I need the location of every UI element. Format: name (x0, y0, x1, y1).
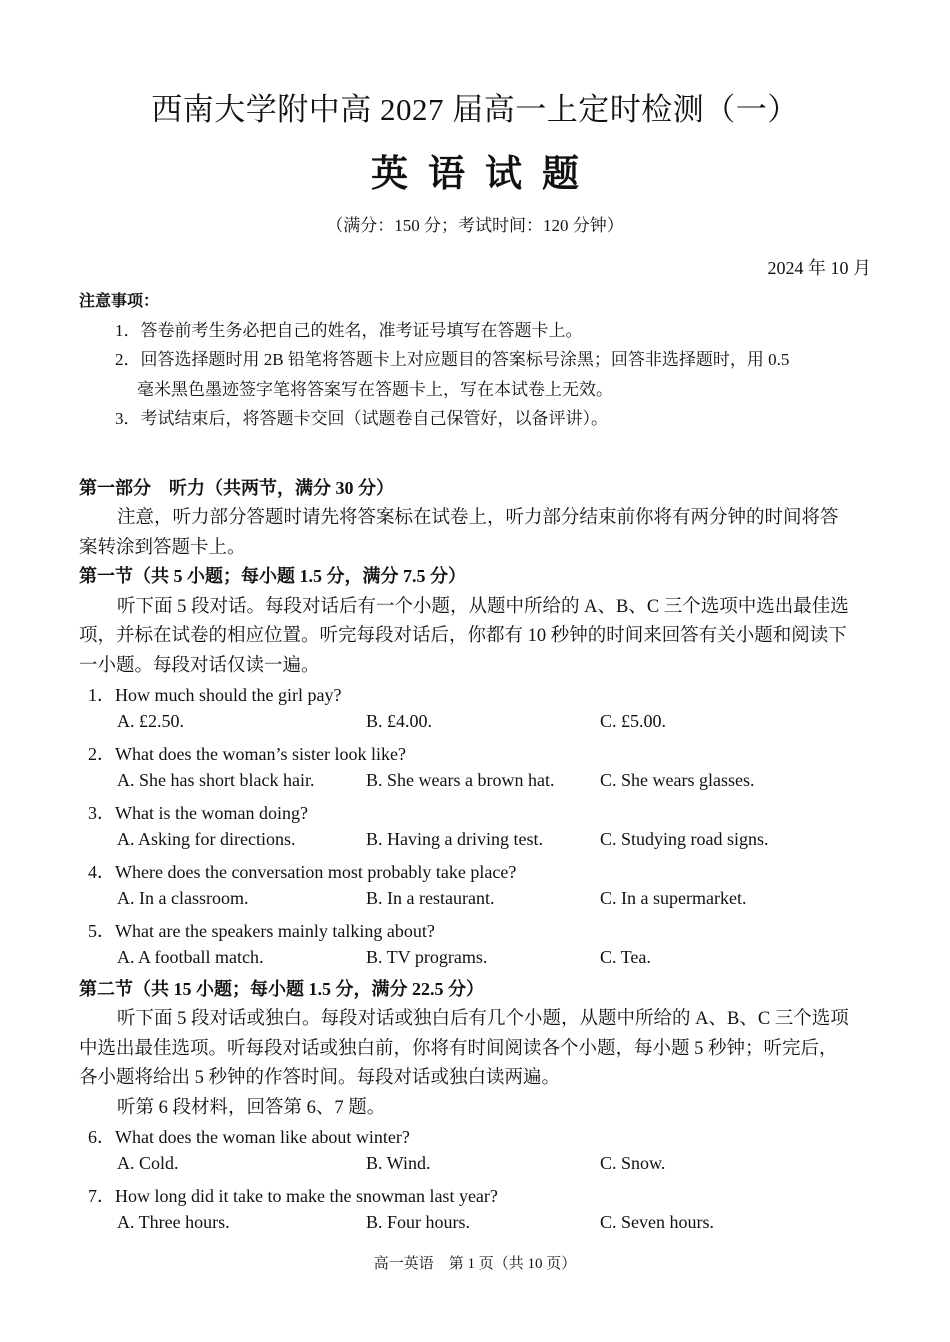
section1-intro-line: 一小题。每段对话仅读一遍。 (79, 656, 320, 676)
question-7: 7．How long did it take to make the snowman last year? (88, 1186, 498, 1206)
option-c: C. Snow. (600, 1153, 666, 1173)
note-item: 3．考试结束后，将答题卡交回（试题卷自己保管好，以备评讲）。 (115, 409, 608, 428)
exam-date: 2024 年 10 月 (767, 258, 871, 278)
option-b: B. £4.00. (366, 711, 433, 731)
page-footer: 高一英语 第 1 页（共 10 页） (373, 1256, 577, 1272)
question-4: 4．Where does the conversation most probably take place? (88, 862, 517, 882)
section2-intro-line: 听下面 5 段对话或独白。每段对话或独白后有几个小题，从题中所给的 A、B、C 三个选项 (117, 1009, 849, 1029)
exam-title: 西南大学附中高 2027 届高一上定时检测（一） (151, 92, 799, 127)
option-a: A. In a classroom. (117, 888, 249, 908)
question-5: 5．What are the speakers mainly talking about? (88, 921, 435, 941)
option-c: C. Studying road signs. (600, 829, 769, 849)
subject-title: 英语试题 (371, 154, 599, 195)
note-item-continued: 毫米黑色墨迹签字笔将答案写在答题卡上，写在本试卷上无效。 (137, 380, 613, 399)
option-c: C. Seven hours. (600, 1212, 714, 1232)
exam-meta: （满分：150 分；考试时间：120 分钟） (326, 216, 624, 235)
section1-intro-line: 项，并标在试卷的相应位置。听完每段对话后，你都有 10 秒钟的时间来回答有关小题和阅读下 (79, 626, 847, 646)
note-item: 1．答卷前考生务必把自己的姓名，准考证号填写在答题卡上。 (115, 321, 583, 340)
option-c: C. £5.00. (600, 711, 667, 731)
option-b: B. Four hours. (366, 1212, 471, 1232)
option-b: B. Having a driving test. (366, 829, 543, 849)
option-a: A. She has short black hair. (117, 770, 315, 790)
option-b: B. TV programs. (366, 947, 488, 967)
question-6: 6．What does the woman like about winter? (88, 1127, 410, 1147)
option-a: A. Cold. (117, 1153, 179, 1173)
part1-title: 第一部分 听力（共两节，满分 30 分） (79, 478, 394, 498)
section1-intro-line: 听下面 5 段对话。每段对话后有一个小题，从题中所给的 A、B、C 三个选项中选出最佳选 (117, 597, 849, 617)
option-b: B. Wind. (366, 1153, 431, 1173)
option-b: B. She wears a brown hat. (366, 770, 555, 790)
option-a: A. Asking for directions. (117, 829, 296, 849)
question-2: 2．What does the woman’s sister look like? (88, 744, 406, 764)
section1-title: 第一节（共 5 小题；每小题 1.5 分，满分 7.5 分） (79, 566, 466, 586)
option-b: B. In a restaurant. (366, 888, 495, 908)
material-instruction: 听第 6 段材料，回答第 6、7 题。 (117, 1098, 386, 1118)
section2-intro-line: 各小题将给出 5 秒钟的作答时间。每段对话或独白读两遍。 (79, 1068, 561, 1088)
option-c: C. In a supermarket. (600, 888, 747, 908)
notes-title: 注意事项： (79, 293, 160, 310)
note-item: 2．回答选择题时用 2B 铅笔将答题卡上对应题目的答案标号涂黑；回答非选择题时，用 0.5 (115, 350, 790, 369)
question-1: 1．How much should the girl pay? (88, 685, 342, 705)
part1-intro-line: 注意，听力部分答题时请先将答案标在试卷上，听力部分结束前你将有两分钟的时间将答 (117, 508, 839, 528)
option-a: A. Three hours. (117, 1212, 230, 1232)
option-a: A. £2.50. (117, 711, 184, 731)
option-c: C. Tea. (600, 947, 651, 967)
part1-intro-line: 案转涂到答题卡上。 (79, 538, 246, 558)
option-c: C. She wears glasses. (600, 770, 755, 790)
section2-intro-line: 中选出最佳选项。听每段对话或独白前，你将有时间阅读各个小题，每小题 5 秒钟；听完后， (79, 1039, 838, 1059)
question-3: 3．What is the woman doing? (88, 803, 308, 823)
option-a: A. A football match. (117, 947, 264, 967)
section2-title: 第二节（共 15 小题；每小题 1.5 分，满分 22.5 分） (79, 979, 484, 999)
